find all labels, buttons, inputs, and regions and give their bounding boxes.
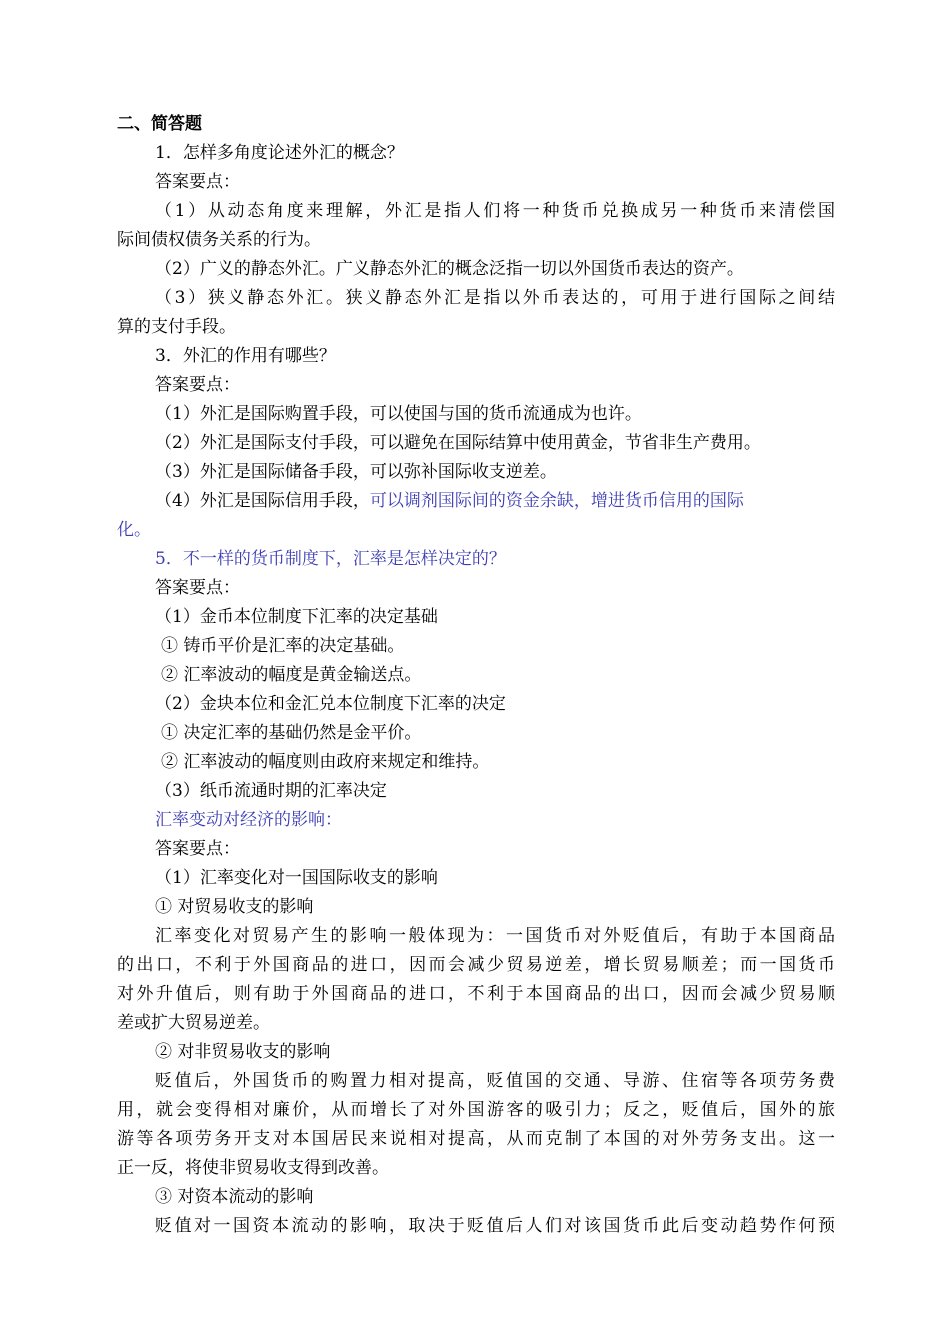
q6-item-a-title: ① 对贸易收支的影响 bbox=[155, 897, 314, 917]
q6-item-c-title: ③ 对资本流动的影响 bbox=[155, 1187, 314, 1207]
q3-point-1: （1）外汇是国际购置手段，可以使国与国的货币流通成为也许。 bbox=[155, 404, 642, 424]
q5-section-2-item-1: ① 决定汇率的基础仍然是金平价。 bbox=[161, 723, 422, 743]
document-page bbox=[117, 110, 835, 1241]
answer-label: 答案要点： bbox=[155, 578, 240, 598]
question-3: 3．外汇的作用有哪些？ bbox=[155, 346, 336, 366]
q5-section-1: （1）金币本位制度下汇率的决定基础 bbox=[155, 607, 438, 627]
q1-point-3-line-2: 算的支付手段。 bbox=[117, 317, 236, 337]
q3-point-4-line-1 bbox=[117, 487, 835, 516]
q3-point-2: （2）外汇是国际支付手段，可以避免在国际结算中使用黄金，节省非生产费用。 bbox=[155, 433, 761, 453]
q1-point-1-line-1: （1）从动态角度来理解，外汇是指人们将一种货币兑换成另一种货币来清偿国 bbox=[155, 201, 835, 221]
q6-item-a-line-1: 汇率变化对贸易产生的影响一般体现为：一国货币对外贬值后，有助于本国商品 bbox=[155, 926, 835, 946]
q6-item-a-line-2: 的出口，不利于外国商品的进口，因而会减少贸易逆差，增长贸易顺差；而一国货币 bbox=[117, 955, 835, 975]
q3-point-4-line-2: 化。 bbox=[117, 520, 151, 540]
q1-point-3-line-1: （3）狭义静态外汇。狭义静态外汇是指以外币表达的，可用于进行国际之间结 bbox=[155, 288, 835, 308]
q6-item-c-line-1: 贬值对一国资本流动的影响，取决于贬值后人们对该国货币此后变动趋势作何预 bbox=[155, 1216, 835, 1236]
answer-label: 答案要点： bbox=[155, 839, 240, 859]
q5-section-3: （3）纸币流通时期的汇率决定 bbox=[155, 781, 387, 801]
q1-point-1-line-2: 际间债权债务关系的行为。 bbox=[117, 230, 321, 250]
q6-item-b-title: ② 对非贸易收支的影响 bbox=[155, 1042, 331, 1062]
answer-label: 答案要点： bbox=[155, 172, 240, 192]
question-1: 1．怎样多角度论述外汇的概念？ bbox=[155, 143, 404, 163]
q6-item-b-line-1: 贬值后，外国货币的购置力相对提高，贬值国的交通、导游、住宿等各项劳务费 bbox=[155, 1071, 835, 1091]
answer-label: 答案要点： bbox=[155, 375, 240, 395]
q6-item-b-line-3: 游等各项劳务开支对本国居民来说相对提高，从而克制了本国的对外劳务支出。这一 bbox=[117, 1129, 835, 1149]
question-exchange-rate-impact: 汇率变动对经济的影响： bbox=[155, 810, 342, 830]
q5-section-1-item-2: ② 汇率波动的幅度是黄金输送点。 bbox=[161, 665, 422, 685]
q5-section-1-item-1: ① 铸币平价是汇率的决定基础。 bbox=[161, 636, 405, 656]
question-5: 5．不一样的货币制度下，汇率是怎样决定的？ bbox=[155, 549, 506, 569]
q6-item-b-line-2: 用，就会变得相对廉价，从而增长了对外国游客的吸引力；反之，贬值后，国外的旅 bbox=[117, 1100, 835, 1120]
q3-point-4-blue-text: 可以调剂国际间的资金余缺，增进货币信用的国际 bbox=[369, 491, 744, 511]
q5-section-2-item-2: ② 汇率波动的幅度则由政府来规定和维持。 bbox=[161, 752, 490, 772]
q6-item-b-line-4: 正一反，将使非贸易收支得到改善。 bbox=[117, 1158, 389, 1178]
q3-point-4-black-text: （4）外汇是国际信用手段， bbox=[155, 491, 370, 511]
section-title: 二、简答题 bbox=[117, 114, 202, 134]
q6-item-a-line-3: 对外升值后，则有助于外国商品的进口，不利于本国商品的出口，因而会减少贸易顺 bbox=[117, 984, 835, 1004]
q5-section-2: （2）金块本位和金汇兑本位制度下汇率的决定 bbox=[155, 694, 506, 714]
q3-point-3: （3）外汇是国际储备手段，可以弥补国际收支逆差。 bbox=[155, 462, 557, 482]
q1-point-2: （2）广义的静态外汇。广义静态外汇的概念泛指一切以外国货币表达的资产。 bbox=[155, 259, 744, 279]
q6-section-1: （1）汇率变化对一国国际收支的影响 bbox=[155, 868, 438, 888]
q6-item-a-line-4: 差或扩大贸易逆差。 bbox=[117, 1013, 270, 1033]
